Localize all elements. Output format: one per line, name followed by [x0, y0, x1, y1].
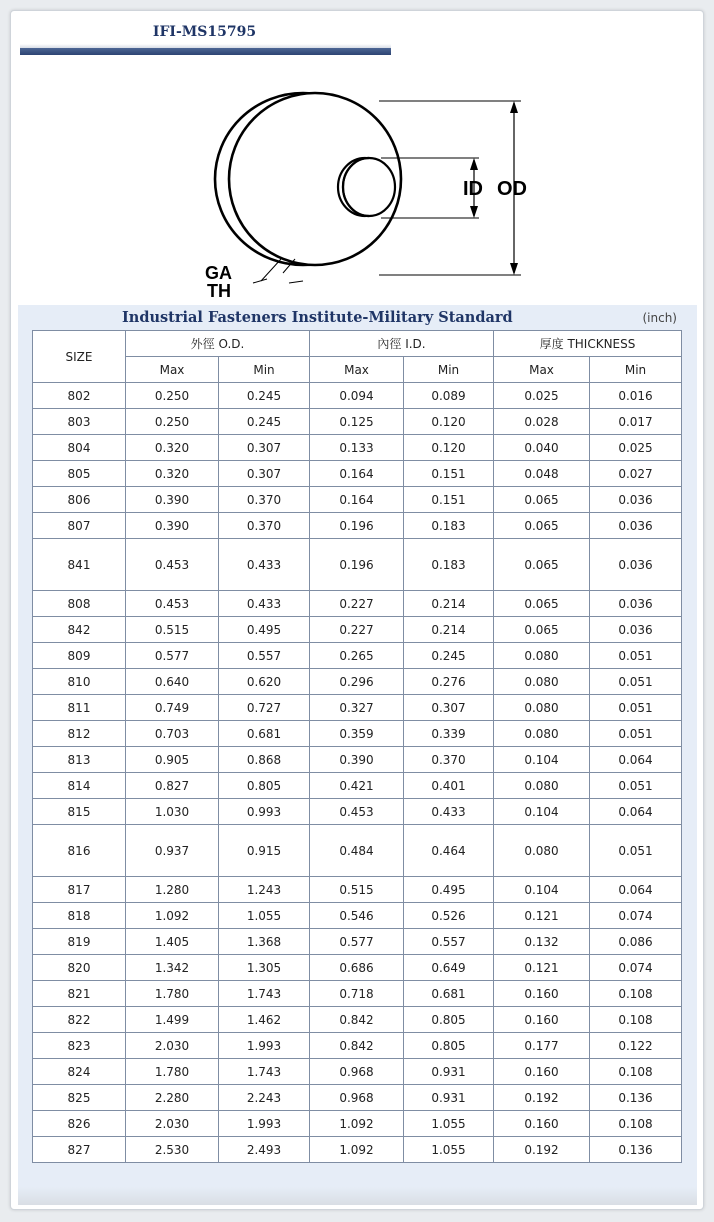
- value-cell: 0.065: [494, 487, 590, 513]
- unit-label: (inch): [642, 311, 677, 325]
- value-cell: 0.177: [494, 1033, 590, 1059]
- size-cell: 824: [33, 1059, 126, 1085]
- value-cell: 0.080: [494, 721, 590, 747]
- value-cell: 0.214: [404, 591, 494, 617]
- value-cell: 0.250: [126, 383, 219, 409]
- value-cell: 0.546: [310, 903, 404, 929]
- value-cell: 0.421: [310, 773, 404, 799]
- value-cell: 0.703: [126, 721, 219, 747]
- value-cell: 0.993: [219, 799, 310, 825]
- size-cell: 808: [33, 591, 126, 617]
- value-cell: 0.065: [494, 513, 590, 539]
- footer-strip: [18, 1187, 697, 1205]
- value-cell: 1.499: [126, 1007, 219, 1033]
- value-cell: 2.243: [219, 1085, 310, 1111]
- table-row: [33, 825, 682, 877]
- table-row: [33, 929, 682, 955]
- table-row: [33, 617, 682, 643]
- value-cell: 0.051: [590, 643, 682, 669]
- value-cell: 0.108: [590, 981, 682, 1007]
- value-cell: 1.243: [219, 877, 310, 903]
- value-cell: 1.780: [126, 981, 219, 1007]
- value-cell: 0.036: [590, 617, 682, 643]
- table-row: [33, 643, 682, 669]
- value-cell: 0.080: [494, 669, 590, 695]
- size-cell: 817: [33, 877, 126, 903]
- value-cell: 0.805: [404, 1007, 494, 1033]
- value-cell: 1.055: [219, 903, 310, 929]
- value-cell: 0.526: [404, 903, 494, 929]
- value-cell: 0.640: [126, 669, 219, 695]
- size-cell: 826: [33, 1111, 126, 1137]
- value-cell: 1.280: [126, 877, 219, 903]
- value-cell: 0.121: [494, 903, 590, 929]
- od-arrow-top: [510, 101, 518, 113]
- page-frame: [10, 10, 704, 1210]
- size-cell: 818: [33, 903, 126, 929]
- value-cell: 0.122: [590, 1033, 682, 1059]
- value-cell: 0.080: [494, 773, 590, 799]
- size-cell: 842: [33, 617, 126, 643]
- table-title: Industrial Fasteners Institute-Military Standard: [122, 309, 513, 326]
- value-cell: 0.136: [590, 1137, 682, 1163]
- value-cell: 0.718: [310, 981, 404, 1007]
- value-cell: 0.968: [310, 1059, 404, 1085]
- title-underline-bar: [20, 48, 391, 55]
- value-cell: 0.937: [126, 825, 219, 877]
- value-cell: 0.484: [310, 825, 404, 877]
- value-cell: 1.092: [310, 1111, 404, 1137]
- value-cell: 0.121: [494, 955, 590, 981]
- value-cell: 0.080: [494, 643, 590, 669]
- value-cell: 0.104: [494, 747, 590, 773]
- size-cell: 806: [33, 487, 126, 513]
- value-cell: 0.320: [126, 461, 219, 487]
- th-leader-left: [253, 279, 267, 283]
- value-cell: 0.160: [494, 1007, 590, 1033]
- value-cell: 0.192: [494, 1085, 590, 1111]
- spec-table: [32, 330, 682, 1163]
- value-cell: 1.743: [219, 981, 310, 1007]
- value-cell: 0.192: [494, 1137, 590, 1163]
- value-cell: 0.080: [494, 695, 590, 721]
- value-cell: 0.307: [219, 461, 310, 487]
- value-cell: 0.577: [310, 929, 404, 955]
- value-cell: 0.968: [310, 1085, 404, 1111]
- spec-table-body: [33, 383, 682, 1163]
- value-cell: 0.433: [404, 799, 494, 825]
- value-cell: 0.048: [494, 461, 590, 487]
- value-cell: 0.370: [219, 487, 310, 513]
- value-cell: 0.307: [219, 435, 310, 461]
- value-cell: 0.827: [126, 773, 219, 799]
- size-cell: 841: [33, 539, 126, 591]
- value-cell: 0.051: [590, 773, 682, 799]
- value-cell: 2.030: [126, 1033, 219, 1059]
- size-cell: 815: [33, 799, 126, 825]
- table-row: [33, 669, 682, 695]
- value-cell: 1.405: [126, 929, 219, 955]
- value-cell: 1.993: [219, 1111, 310, 1137]
- value-cell: 0.649: [404, 955, 494, 981]
- value-cell: 0.183: [404, 539, 494, 591]
- value-cell: 0.370: [219, 513, 310, 539]
- value-cell: 0.016: [590, 383, 682, 409]
- value-cell: 0.017: [590, 409, 682, 435]
- value-cell: 1.055: [404, 1111, 494, 1137]
- value-cell: 0.464: [404, 825, 494, 877]
- table-row: [33, 1137, 682, 1163]
- value-cell: 0.276: [404, 669, 494, 695]
- value-cell: 0.915: [219, 825, 310, 877]
- value-cell: 0.557: [219, 643, 310, 669]
- value-cell: 0.359: [310, 721, 404, 747]
- value-cell: 2.030: [126, 1111, 219, 1137]
- header-thickness: 厚度 THICKNESS: [494, 331, 682, 357]
- value-cell: 0.151: [404, 487, 494, 513]
- size-cell: 807: [33, 513, 126, 539]
- table-row: [33, 877, 682, 903]
- table-row: [33, 383, 682, 409]
- od-arrow-bottom: [510, 263, 518, 275]
- value-cell: 0.040: [494, 435, 590, 461]
- table-row: [33, 1059, 682, 1085]
- size-cell: 821: [33, 981, 126, 1007]
- value-cell: 0.453: [126, 539, 219, 591]
- value-cell: 0.749: [126, 695, 219, 721]
- size-cell: 819: [33, 929, 126, 955]
- size-cell: 804: [33, 435, 126, 461]
- value-cell: 0.842: [310, 1033, 404, 1059]
- id-arrow-bottom: [470, 206, 478, 218]
- value-cell: 1.305: [219, 955, 310, 981]
- value-cell: 0.265: [310, 643, 404, 669]
- value-cell: 0.515: [126, 617, 219, 643]
- size-cell: 805: [33, 461, 126, 487]
- value-cell: 0.051: [590, 695, 682, 721]
- table-row: [33, 747, 682, 773]
- value-cell: 0.025: [590, 435, 682, 461]
- value-cell: 0.028: [494, 409, 590, 435]
- value-cell: 0.064: [590, 747, 682, 773]
- table-row: [33, 539, 682, 591]
- value-cell: 0.227: [310, 591, 404, 617]
- value-cell: 0.495: [404, 877, 494, 903]
- value-cell: 0.074: [590, 955, 682, 981]
- table-row: [33, 591, 682, 617]
- table-row: [33, 461, 682, 487]
- value-cell: 0.296: [310, 669, 404, 695]
- value-cell: 0.433: [219, 539, 310, 591]
- value-cell: 0.064: [590, 877, 682, 903]
- value-cell: 1.743: [219, 1059, 310, 1085]
- value-cell: 0.681: [219, 721, 310, 747]
- value-cell: 0.214: [404, 617, 494, 643]
- header-size: SIZE: [33, 331, 126, 383]
- size-cell: 816: [33, 825, 126, 877]
- value-cell: 0.108: [590, 1059, 682, 1085]
- size-cell: 802: [33, 383, 126, 409]
- subheader-id-min: Min: [404, 357, 494, 383]
- value-cell: 0.577: [126, 643, 219, 669]
- size-cell: 814: [33, 773, 126, 799]
- table-row: [33, 487, 682, 513]
- value-cell: 0.036: [590, 591, 682, 617]
- size-cell: 813: [33, 747, 126, 773]
- value-cell: 0.196: [310, 539, 404, 591]
- value-cell: 0.104: [494, 799, 590, 825]
- value-cell: 0.401: [404, 773, 494, 799]
- value-cell: 1.092: [310, 1137, 404, 1163]
- value-cell: 0.065: [494, 617, 590, 643]
- value-cell: 0.433: [219, 591, 310, 617]
- value-cell: 0.051: [590, 669, 682, 695]
- value-cell: 0.133: [310, 435, 404, 461]
- value-cell: 0.065: [494, 591, 590, 617]
- value-cell: 0.196: [310, 513, 404, 539]
- subheader-od-max: Max: [126, 357, 219, 383]
- value-cell: 0.805: [404, 1033, 494, 1059]
- value-cell: 0.120: [404, 409, 494, 435]
- value-cell: 0.164: [310, 487, 404, 513]
- ga-label: GA: [205, 263, 232, 283]
- page-title: IFI-MS15795: [152, 24, 257, 40]
- value-cell: 0.727: [219, 695, 310, 721]
- value-cell: 0.931: [404, 1085, 494, 1111]
- table-row: [33, 955, 682, 981]
- value-cell: 0.120: [404, 435, 494, 461]
- value-cell: 2.530: [126, 1137, 219, 1163]
- value-cell: 0.495: [219, 617, 310, 643]
- size-cell: 810: [33, 669, 126, 695]
- value-cell: 0.842: [310, 1007, 404, 1033]
- table-row: [33, 1085, 682, 1111]
- washer-diagram-icon: [183, 83, 543, 303]
- value-cell: 0.905: [126, 747, 219, 773]
- value-cell: 2.280: [126, 1085, 219, 1111]
- subheader-th-min: Min: [590, 357, 682, 383]
- header-id: 內徑 I.D.: [310, 331, 494, 357]
- value-cell: 0.104: [494, 877, 590, 903]
- value-cell: 0.125: [310, 409, 404, 435]
- value-cell: 0.027: [590, 461, 682, 487]
- value-cell: 0.390: [126, 487, 219, 513]
- value-cell: 0.051: [590, 825, 682, 877]
- size-cell: 803: [33, 409, 126, 435]
- value-cell: 0.327: [310, 695, 404, 721]
- od-label: OD: [497, 178, 527, 200]
- value-cell: 1.342: [126, 955, 219, 981]
- value-cell: 0.390: [126, 513, 219, 539]
- table-row: [33, 773, 682, 799]
- value-cell: 0.074: [590, 903, 682, 929]
- table-row: [33, 903, 682, 929]
- value-cell: 2.493: [219, 1137, 310, 1163]
- th-extension-left: [261, 259, 281, 281]
- th-leader-right: [289, 281, 303, 283]
- size-cell: 809: [33, 643, 126, 669]
- value-cell: 0.686: [310, 955, 404, 981]
- value-cell: 0.089: [404, 383, 494, 409]
- value-cell: 0.108: [590, 1111, 682, 1137]
- value-cell: 0.307: [404, 695, 494, 721]
- subheader-id-max: Max: [310, 357, 404, 383]
- value-cell: 1.780: [126, 1059, 219, 1085]
- value-cell: 0.245: [219, 409, 310, 435]
- value-cell: 0.339: [404, 721, 494, 747]
- value-cell: 0.320: [126, 435, 219, 461]
- value-cell: 0.453: [310, 799, 404, 825]
- size-cell: 811: [33, 695, 126, 721]
- value-cell: 0.245: [219, 383, 310, 409]
- value-cell: 0.370: [404, 747, 494, 773]
- value-cell: 0.051: [590, 721, 682, 747]
- value-cell: 0.036: [590, 513, 682, 539]
- subheader-od-min: Min: [219, 357, 310, 383]
- value-cell: 0.080: [494, 825, 590, 877]
- size-cell: 812: [33, 721, 126, 747]
- value-cell: 1.368: [219, 929, 310, 955]
- table-row: [33, 695, 682, 721]
- value-cell: 0.183: [404, 513, 494, 539]
- id-arrow-top: [470, 158, 478, 170]
- size-cell: 827: [33, 1137, 126, 1163]
- value-cell: 1.993: [219, 1033, 310, 1059]
- value-cell: 1.030: [126, 799, 219, 825]
- table-row: [33, 513, 682, 539]
- table-row: [33, 409, 682, 435]
- id-label: ID: [463, 178, 483, 200]
- value-cell: 0.931: [404, 1059, 494, 1085]
- value-cell: 0.681: [404, 981, 494, 1007]
- value-cell: 0.453: [126, 591, 219, 617]
- value-cell: 0.132: [494, 929, 590, 955]
- value-cell: 0.094: [310, 383, 404, 409]
- size-cell: 822: [33, 1007, 126, 1033]
- value-cell: 1.055: [404, 1137, 494, 1163]
- spec-table-panel: [18, 305, 697, 1187]
- size-cell: 823: [33, 1033, 126, 1059]
- value-cell: 0.250: [126, 409, 219, 435]
- subheader-th-max: Max: [494, 357, 590, 383]
- table-row: [33, 1007, 682, 1033]
- value-cell: 0.160: [494, 981, 590, 1007]
- value-cell: 0.025: [494, 383, 590, 409]
- value-cell: 0.036: [590, 539, 682, 591]
- th-label: TH: [207, 281, 231, 301]
- header-od: 外徑 O.D.: [126, 331, 310, 357]
- value-cell: 0.064: [590, 799, 682, 825]
- table-row: [33, 981, 682, 1007]
- value-cell: 0.805: [219, 773, 310, 799]
- table-row: [33, 799, 682, 825]
- value-cell: 1.462: [219, 1007, 310, 1033]
- value-cell: 0.065: [494, 539, 590, 591]
- value-cell: 0.515: [310, 877, 404, 903]
- value-cell: 0.557: [404, 929, 494, 955]
- table-row: [33, 435, 682, 461]
- value-cell: 0.160: [494, 1059, 590, 1085]
- table-row: [33, 1111, 682, 1137]
- value-cell: 0.164: [310, 461, 404, 487]
- value-cell: 0.136: [590, 1085, 682, 1111]
- value-cell: 1.092: [126, 903, 219, 929]
- value-cell: 0.086: [590, 929, 682, 955]
- value-cell: 0.245: [404, 643, 494, 669]
- value-cell: 0.868: [219, 747, 310, 773]
- value-cell: 0.151: [404, 461, 494, 487]
- table-row: [33, 1033, 682, 1059]
- table-row: [33, 721, 682, 747]
- value-cell: 0.108: [590, 1007, 682, 1033]
- value-cell: 0.036: [590, 487, 682, 513]
- value-cell: 0.620: [219, 669, 310, 695]
- value-cell: 0.227: [310, 617, 404, 643]
- value-cell: 0.390: [310, 747, 404, 773]
- value-cell: 0.160: [494, 1111, 590, 1137]
- size-cell: 820: [33, 955, 126, 981]
- size-cell: 825: [33, 1085, 126, 1111]
